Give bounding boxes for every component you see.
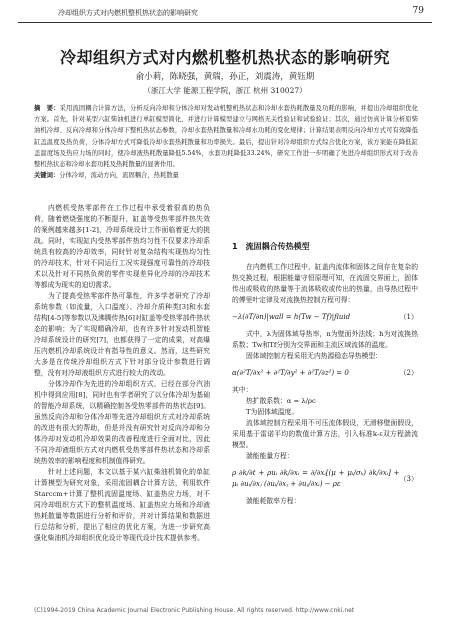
header-rule xyxy=(18,22,432,23)
equation-1-number: （1） xyxy=(399,313,418,321)
left-column xyxy=(34,203,210,608)
equation-1-body: −λ(∂T/∂n)|wall = h(Tw − Tf)|fluid xyxy=(232,313,351,321)
abstract-label: 摘 要： xyxy=(34,105,60,112)
abstract-text: 采用流固耦合计算方法，分析反向冷却和分体冷却对发动机整机热状态和冷却水套热耗散量及功耗的影响，并提出冷却组织优化方案。首先，针对某型六缸柴油机进行单缸模型简化，并进行计算模型建立与网格无关性验证和试验验证；其次，通过仿真计算分析原柴油机冷却、反向冷却和分体冷却下整机热状态参数，冷却水套热耗散量和冷却水功耗的变化规律；计算结果表明反向冷却方式可有效降低缸盖温度及热负荷，分体冷却方式可降低冷却水套热耗散量和功率损失。最后，提出针对冷却组织方式综合优化方案，该方案能在降低缸盖温度场及热应力场的同时，使冷却液热耗散量降低5.54%，水套功耗降低33.24%，研究工作进一步明确了先进冷却组织形式对于改善整机热状态和冷却水套功耗及热耗散量的显著作用。 xyxy=(34,105,419,169)
intro-paragraph: 针对上述问题，本文以基于某六缸柴油机简化的单缸计算模型为研究对象，采用流固耦合计算方法，利用软件Starccm+计算了整机流固温度场、缸盖热应力场，对不同冷却组织方式下的整机温度场、缸盖热应力场和冷却液热耗散量等数据进行分析和评价，并对计算结果和数据进行总结和分析，提出了相应的优化方案，为进一步研究高强化柴油机冷却组织优化设计等现代设计技术提供参考。 xyxy=(34,468,210,542)
body-paragraph: 流体域控制方程采用不可压流体假设，无滑移壁面假设，采用基于雷诺平均的数值计算方法，引入标准k-ε双方程湍流模型。 xyxy=(232,419,418,449)
equation-3-number: （3） xyxy=(399,474,418,483)
equation-2 xyxy=(232,368,418,379)
body-paragraph: 热扩散系数：α = λ/ρc xyxy=(246,397,316,405)
page-number: 79 xyxy=(412,6,424,16)
equation-2-number: （2） xyxy=(399,369,418,377)
paper-title: 冷却组织方式对内燃机整机热状态的影响研究 xyxy=(59,48,390,67)
paper-authors: 俞小莉，陈晓强，黄瑞，孙正，刘震涛，黄钰期 xyxy=(135,72,315,82)
intro-paragraph: 内燃机受热零部件在工作过程中承受着很高的热负荷，随着燃烧强度的不断提升，缸盖等受热零部件热失效的案例越来越多[1-2]，冷却系统设计工作面临着更大的挑战。同时，实现缸内受热零部件热均匀性不仅要求冷却系统具有较高的冷却效率，同时针对复杂结构实现热均匀性的冷却技术，针对不同运行工况实现强度可靠性的冷却技术以及针对不同热负荷的零件实现差异化冷却的冷却技术等都成为现实的迫切需求。 xyxy=(34,204,210,289)
body-paragraph: 湍能耗散率方程： xyxy=(246,497,301,505)
keywords-text: 分体冷却，流动方向，流固耦合，热耗散量 xyxy=(59,172,179,179)
running-header-title: 冷却组织方式对内燃机整机热状态的影响研究 xyxy=(58,9,198,17)
equation-1 xyxy=(232,312,418,323)
body-paragraph: 式中，λ为固体域导热率，n为壁面外法线；h为对流换热系数；Tw和Tf分别为交界面和主流区域流体的温度。 xyxy=(232,330,418,349)
section-heading: 1 流固耦合传热模型 xyxy=(232,242,310,251)
keywords xyxy=(34,170,418,181)
right-column xyxy=(232,203,418,608)
body-paragraph: 在内燃机工作过程中，缸盖内流体和固体之间存在复杂的热交换过程，根据能量守恒原理可知，在流固交界面上，固体传出或吸收的热量等于流体吸收或传出的热量，由导热过程中的傅里叶定律及对流换热控制方程可得： xyxy=(232,263,418,304)
intro-paragraph: 为了提高受热零部件热可靠性，许多学者研究了冷却系统参数（如流量，入口温度）、冷却介质种类[3]和水套结构[4-5]等参数以及沸腾传热[6]对缸盖等受热零部件热状态的影响；为了实现精确冷却，也有许多针对发动机智能冷却系统设计的研究[7]，也都获得了一定的成果，对高爆压内燃机冷却系统设计有指导性的意义。然而，这些研究大多是在传统冷却组织方式下针对部分设计参数进行调整，没有对冷却液组织方式进行较大的改动。 xyxy=(34,292,210,377)
equation-2-body: α(∂²T/∂x² + ∂²T/∂y² + ∂²T/∂z²) = 0 xyxy=(232,369,349,377)
body-paragraph: 湍能能量方程： xyxy=(246,452,294,460)
abstract xyxy=(34,103,418,170)
body-paragraph: T为固体域温度。 xyxy=(246,408,299,416)
copyright-footer: (C)1994-2019 China Academic Journal Electronic Publishing House. All rights reserved. http://www.cnki.net xyxy=(34,607,355,614)
equation-3 xyxy=(232,468,418,490)
running-header xyxy=(18,6,432,20)
equation-3-body: ρ ∂k/∂t + ρuᵢ ∂k/∂xᵢ = ∂/∂xᵢ[(μ + μₜ/σₖ) ∂k/∂xᵢ] + μₜ ∂uᵢ/∂xⱼ (∂uᵢ/∂xⱼ + ∂uⱼ/∂xᵢ) − ρε xyxy=(232,469,400,488)
body-paragraph: 其中： xyxy=(232,386,253,394)
body-paragraph: 固体域控制方程采用无内热源稳态导热模型： xyxy=(246,352,382,360)
paper-affiliation: （浙江大学 能源工程学院，浙江 杭州 310027） xyxy=(143,86,307,95)
intro-paragraph: 分体冷却作为先进的冷却组织方式，已经在部分汽油机中得到应用[8]，同时也有学者研究了以分体冷却为基础的智能冷却系统，以精确控制各受热零部件的热状态[9]。虽然反向冷却和分体冷却等先进冷却组织方式对冷却系统的改进有很大的帮助，但是并没有研究针对反向冷却和分体冷却对发动机冷却效果的改善程度进行全面对比，因此不同冷却液组织方式对内燃机受热零部件热状态和冷却系统热效率的影响程度和机制值得研究。 xyxy=(34,380,210,465)
keywords-label: 关键词： xyxy=(34,172,60,179)
